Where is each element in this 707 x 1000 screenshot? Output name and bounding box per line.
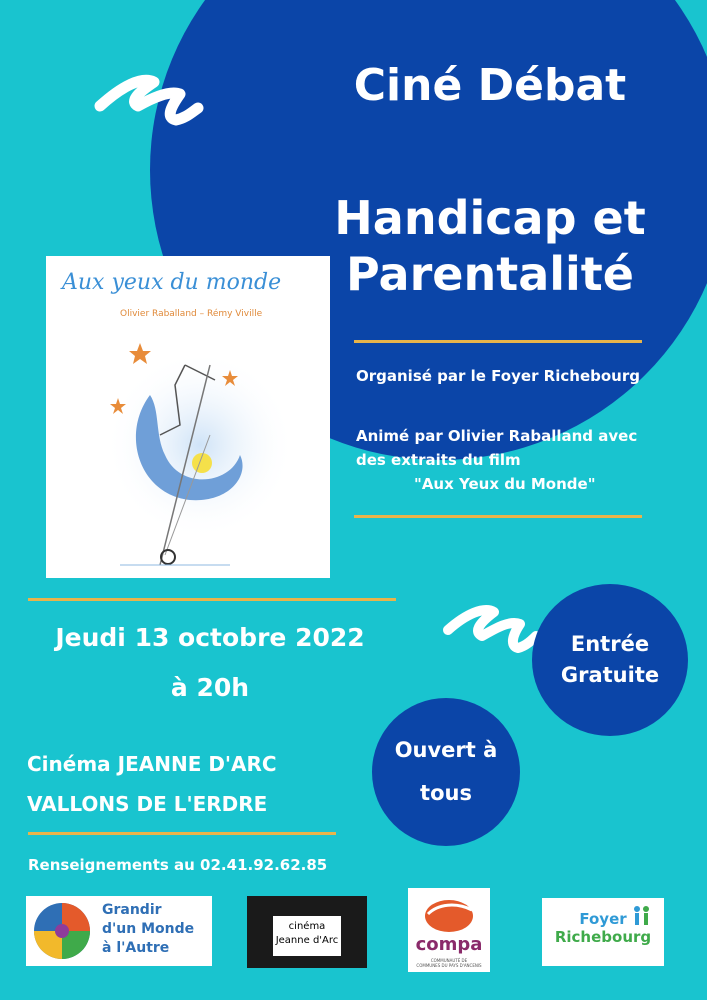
animated-by [356,424,637,496]
squiggle-decoration-2 [440,600,540,662]
book-illustration [90,325,320,575]
venue-line-2: VALLONS DE L'ERDRE [27,792,268,816]
compa-sub-line-2: COMMUNES DU PAYS D'ANCENIS [416,963,482,968]
divider-bottom [354,515,642,518]
cinema-line-2: Jeanne d'Arc [275,935,339,946]
divider-date-top [28,598,396,601]
people-icon [630,904,652,926]
film-title: "Aux Yeux du Monde" [414,475,596,493]
contact-info: Renseignements au 02.41.92.62.85 [28,856,328,874]
badge-entree-line-1: Entrée [570,632,650,656]
squiggle-decoration [92,68,204,134]
animated-line-1: Animé par Olivier Raballand avec [356,427,638,445]
compa-sub-line-1: COMMUNAUTÉ DE [430,958,468,963]
badge-ouvert-line-1: Ouvert à [394,738,498,762]
compa-name: compa [415,934,483,955]
subtitle-line-1: Handicap et [334,191,646,245]
organised-by: Organisé par le Foyer Richebourg [356,367,640,385]
logo-compa [408,888,490,972]
free-entry-badge [532,584,688,736]
badge-ouvert-line-2: tous [420,781,472,805]
time-text: à 20h [170,673,250,702]
compa-swoosh-icon [422,894,476,934]
event-subtitle [300,190,680,302]
badge-entree-line-2: Gratuite [560,663,660,687]
grandir-line-2: d'un Monde [102,921,195,937]
divider-top [354,340,642,343]
logo-grandir [26,896,212,966]
event-date [20,620,400,706]
grandir-line-1: Grandir [102,902,162,918]
event-title: Ciné Débat [353,60,627,111]
open-to-all-badge [372,698,520,846]
grandir-line-3: à l'Autre [102,940,170,956]
venue [27,748,277,820]
divider-venue-bottom [28,832,336,835]
puzzle-icon [30,900,94,962]
logo-cinema [247,896,367,968]
foyer-line-2: Richebourg [554,928,652,946]
logo-foyer [542,898,664,966]
venue-line-1: Cinéma JEANNE D'ARC [27,752,277,776]
date-text: Jeudi 13 octobre 2022 [55,623,365,652]
book-title: Aux yeux du monde [62,270,282,295]
foyer-line-1: Foyer [579,910,627,928]
book-authors: Olivier Raballand – Rémy Viville [120,309,263,319]
animated-line-2: des extraits du film [356,451,521,469]
cinema-line-1: cinéma [288,921,326,932]
subtitle-line-2: Parentalité [346,247,634,301]
